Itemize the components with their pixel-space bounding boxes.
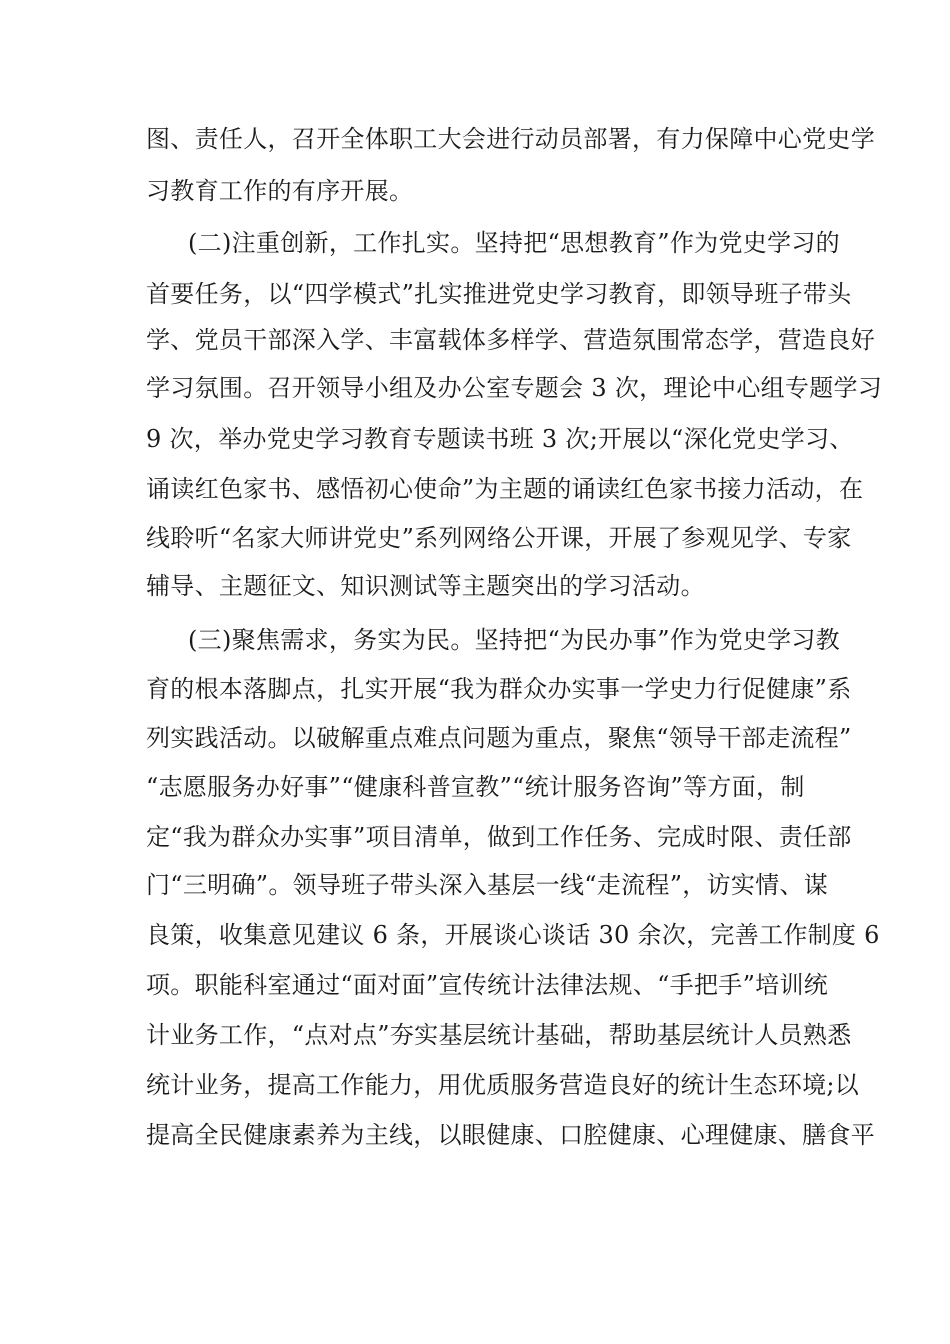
text-line: 统计业务，提高工作能力，用优质服务营造良好的统计生态环境;以 xyxy=(146,1071,860,1099)
text-line: 辅导、主题征文、知识测试等主题突出的学习活动。 xyxy=(146,572,705,600)
text-line: 项。职能科室通过“面对面”宣传统计法律法规、“手把手”培训统 xyxy=(146,971,829,999)
text-line: 定“我为群众办实事”项目清单，做到工作任务、完成时限、责任部 xyxy=(146,823,852,851)
text-line: 育的根本落脚点，扎实开展“我为群众办实事一学史力行促健康”系 xyxy=(146,675,852,703)
text-line: 习教育工作的有序开展。 xyxy=(146,177,414,205)
text-line: 线聆听“名家大师讲党史”系列网络公开课，开展了参观见学、专家 xyxy=(146,524,852,552)
text-line: 9 次，举办党史学习教育专题读书班 3 次;开展以“深化党史学习、 xyxy=(146,425,854,453)
text-line: 图、责任人，召开全体职工大会进行动员部署，有力保障中心党史学 xyxy=(146,125,875,153)
text-line: 首要任务，以“四学模式”扎实推进党史学习教育，即领导班子带头 xyxy=(146,280,852,308)
text-line: “志愿服务办好事”“健康科普宣教”“统计服务咨询”等方面，制 xyxy=(146,773,805,801)
text-line: 列实践活动。以破解重点难点问题为重点，聚焦“领导干部走流程” xyxy=(146,724,852,752)
text-line: 学习氛围。召开领导小组及办公室专题会 3 次，理论中心组专题学习 xyxy=(146,374,883,402)
text-line: 学、党员干部深入学、丰富载体多样学、营造氛围常态学，营造良好 xyxy=(146,326,875,354)
text-line: 计业务工作，“点对点”夯实基层统计基础，帮助基层统计人员熟悉 xyxy=(146,1021,852,1049)
text-line: 提高全民健康素养为主线，以眼健康、口腔健康、心理健康、膳食平 xyxy=(146,1121,875,1149)
text-line: 门“三明确”。领导班子带头深入基层一线“走流程”，访实情、谋 xyxy=(146,871,829,899)
text-line: 诵读红色家书、感悟初心使命”为主题的诵读红色家书接力活动，在 xyxy=(146,475,864,503)
paragraph-start-line: (三)聚焦需求，务实为民。坚持把“为民办事”作为党史学习教 xyxy=(188,626,840,654)
text-line: 良策，收集意见建议 6 条，开展谈心谈话 30 余次，完善工作制度 6 xyxy=(146,921,880,949)
paragraph-start-line: (二)注重创新，工作扎实。坚持把“思想教育”作为党史学习的 xyxy=(188,229,840,257)
